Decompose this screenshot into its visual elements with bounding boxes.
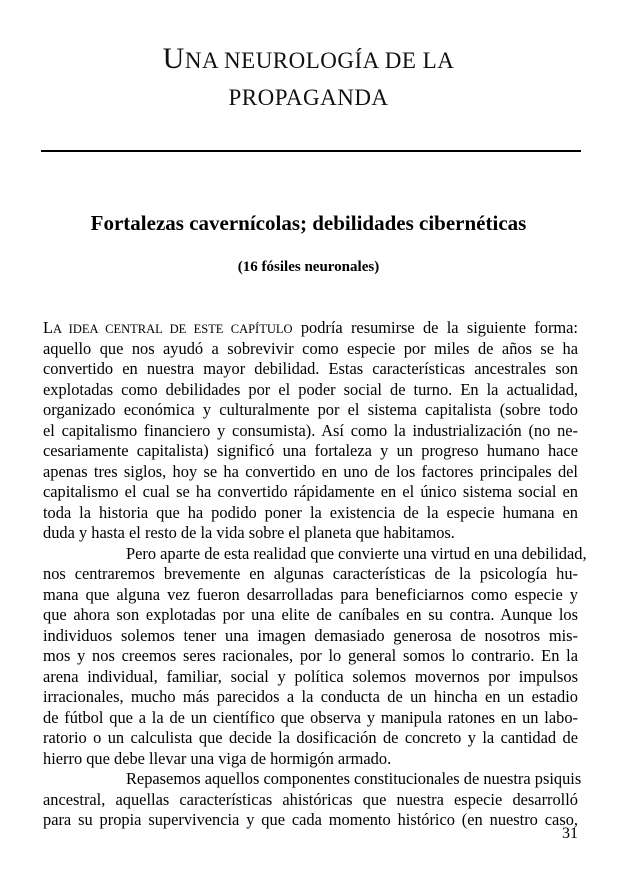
body-line: Pero aparte de esta realidad que convierte una virtud en una debilidad, [126, 543, 587, 563]
section-title: Fortalezas cavernícolas; debilidades cibernéticas [90, 211, 527, 235]
lead-smallcaps: A IDEA CENTRAL DE ESTE CAPÍTULO [53, 322, 293, 336]
body-line: duda y hasta el resto de la vida sobre el planeta que habitamos. [43, 523, 455, 542]
body-line: Repasemos aquellos componentes constitucionales de nuestra psiquis [126, 769, 582, 788]
body-line-text: podría resumirse de la siguiente forma: [292, 318, 578, 337]
body-line [43, 318, 578, 339]
body-line: aquello que nos ayudó a sobrevivir como especie por miles de años se ha [43, 338, 578, 358]
body-line: nos centraremos brevemente en algunas características de la psicología hu- [43, 564, 578, 583]
body-line: irracionales, mucho más parecidos a la conducta de un hincha en un estadio [43, 687, 578, 706]
chapter-title-initial: U [162, 42, 185, 75]
body-text [43, 318, 587, 831]
chapter-title-line-1 [0, 42, 617, 78]
lead-initial: L [43, 318, 54, 337]
section-subtitle: (16 fósiles neuronales) [237, 259, 380, 275]
body-line: individuos solemos tener una imagen demasiado generosa de nosotros mis- [43, 625, 578, 645]
chapter-title-line-2 [0, 80, 617, 115]
body-line: toda la historia que ha podido poner la existencia de la especie humana en [43, 502, 578, 522]
body-line: ratorio o un calculista que decide la dosificación de concreto y la cantidad de [43, 728, 578, 747]
page-number: 31 [562, 825, 578, 842]
body-line: para su propia supervivencia y que cada momento histórico (en nuestro caso, [43, 810, 578, 829]
body-line: capitalismo el cual se ha convertido rápidamente en el único sistema social en [43, 482, 578, 501]
chapter-title-line-2-text: PROPAGANDA [228, 85, 389, 110]
header-divider [41, 150, 581, 152]
body-line: mana que alguna vez fueron desarrolladas para beneficiarnos como especie y [43, 584, 578, 604]
body-line: que ahora son explotadas por una elite de caníbales en su contra. Aunque los [43, 605, 578, 624]
body-line: arena individual, familiar, social y política solemos movernos por impulsos [43, 666, 578, 686]
body-line: convertido en nuestra mayor debilidad. Estas características ancestrales son [43, 359, 578, 378]
body-line: el capitalismo financiero y consumista). Así como la industrialización (no ne- [43, 420, 578, 440]
body-line: organizado económica y culturalmente por el sistema capitalista (sobre todo [43, 400, 578, 419]
body-line: ancestral, aquellas características ahistóricas que nuestra especie desarrolló [43, 789, 578, 809]
body-line: hierro que debe llevar una viga de hormigón armado. [43, 748, 392, 768]
body-line: cesariamente capitalista) significó una fortaleza y un progreso humano hace [43, 441, 578, 460]
body-line: mos y nos creemos seres racionales, por lo general somos lo contrario. En la [43, 646, 578, 665]
body-line: de fútbol que a la de un científico que observa y manipula ratones en un labo- [43, 707, 578, 727]
chapter-title-rest: NA NEUROLOGÍA DE LA [184, 48, 455, 73]
body-line: explotadas como debilidades por el poder social de turno. En la actualidad, [43, 379, 578, 399]
body-line: apenas tres siglos, hoy se ha convertido en uno de los factores principales del [43, 461, 578, 481]
